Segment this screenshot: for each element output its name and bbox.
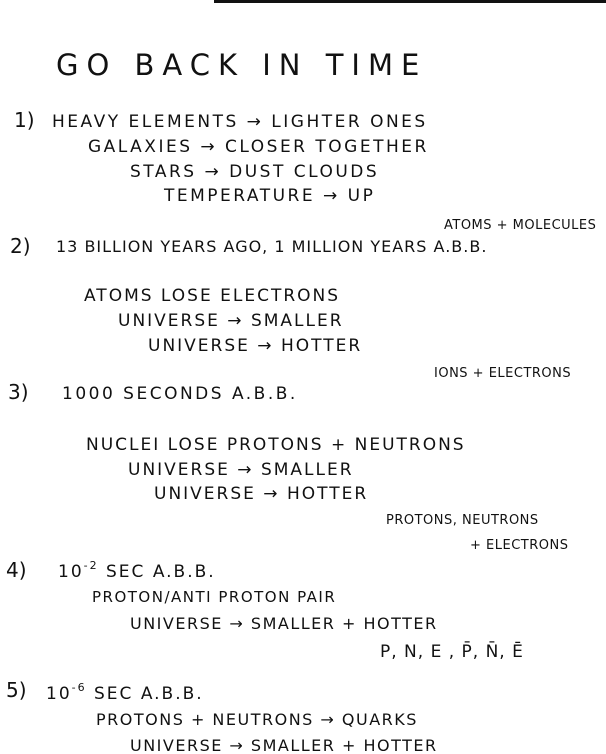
section-5-line-1: PROTONS + NEUTRONS → QUARKS xyxy=(96,710,418,729)
section-3-note-line-1: PROTONS, NEUTRONS xyxy=(386,513,539,528)
section-4-header xyxy=(58,559,216,582)
section-5-line-2: UNIVERSE → SMALLER + HOTTER xyxy=(130,736,438,754)
section-5-header-rest: SEC A.B.B. xyxy=(86,684,204,704)
section-4-note: P, N, E , P̄, N̄, Ē xyxy=(380,642,524,662)
section-1-header: HEAVY ELEMENTS → LIGHTER ONES xyxy=(52,112,428,132)
section-3-note: IONS + ELECTRONS xyxy=(434,366,572,381)
section-2-line-2: UNIVERSE → SMALLER xyxy=(118,311,344,331)
section-4-header-base: 10 xyxy=(58,562,84,582)
section-4-line-1: PROTON/ANTI PROTON PAIR xyxy=(92,588,337,606)
section-2-line-1: ATOMS LOSE ELECTRONS xyxy=(84,286,341,306)
section-1-number: 1) xyxy=(14,108,35,132)
section-2-number: 2) xyxy=(10,234,31,258)
section-5-header xyxy=(46,681,204,704)
section-1-line-2: STARS → DUST CLOUDS xyxy=(130,162,380,182)
section-1-line-1: GALAXIES → CLOSER TOGETHER xyxy=(88,137,429,157)
section-3-note-line-2: + ELECTRONS xyxy=(470,538,569,553)
section-3-line-2: UNIVERSE → SMALLER xyxy=(128,460,354,480)
section-4-header-rest: SEC A.B.B. xyxy=(98,562,216,582)
section-4-header-exponent: -2 xyxy=(83,559,99,572)
section-2-line-3: UNIVERSE → HOTTER xyxy=(148,336,363,356)
section-3-line-3: UNIVERSE → HOTTER xyxy=(154,484,369,504)
section-3-number: 3) xyxy=(8,380,29,404)
section-1-line-3: TEMPERATURE → UP xyxy=(164,186,376,206)
top-edge-line xyxy=(214,0,606,3)
section-2-header: 13 BILLION YEARS AGO, 1 MILLION YEARS A.B.B. xyxy=(56,237,488,256)
section-3-line-1: NUCLEI LOSE PROTONS + NEUTRONS xyxy=(86,435,466,455)
section-4-line-2: UNIVERSE → SMALLER + HOTTER xyxy=(130,614,438,633)
section-3-header: 1000 SECONDS A.B.B. xyxy=(62,384,298,404)
section-2-note: ATOMS + MOLECULES xyxy=(444,218,597,233)
section-5-header-base: 10 xyxy=(46,684,72,704)
section-5-number: 5) xyxy=(6,678,27,702)
section-4-number: 4) xyxy=(6,558,27,582)
page-title: GO BACK IN TIME xyxy=(56,48,428,82)
section-5-header-exponent: -6 xyxy=(71,681,87,694)
